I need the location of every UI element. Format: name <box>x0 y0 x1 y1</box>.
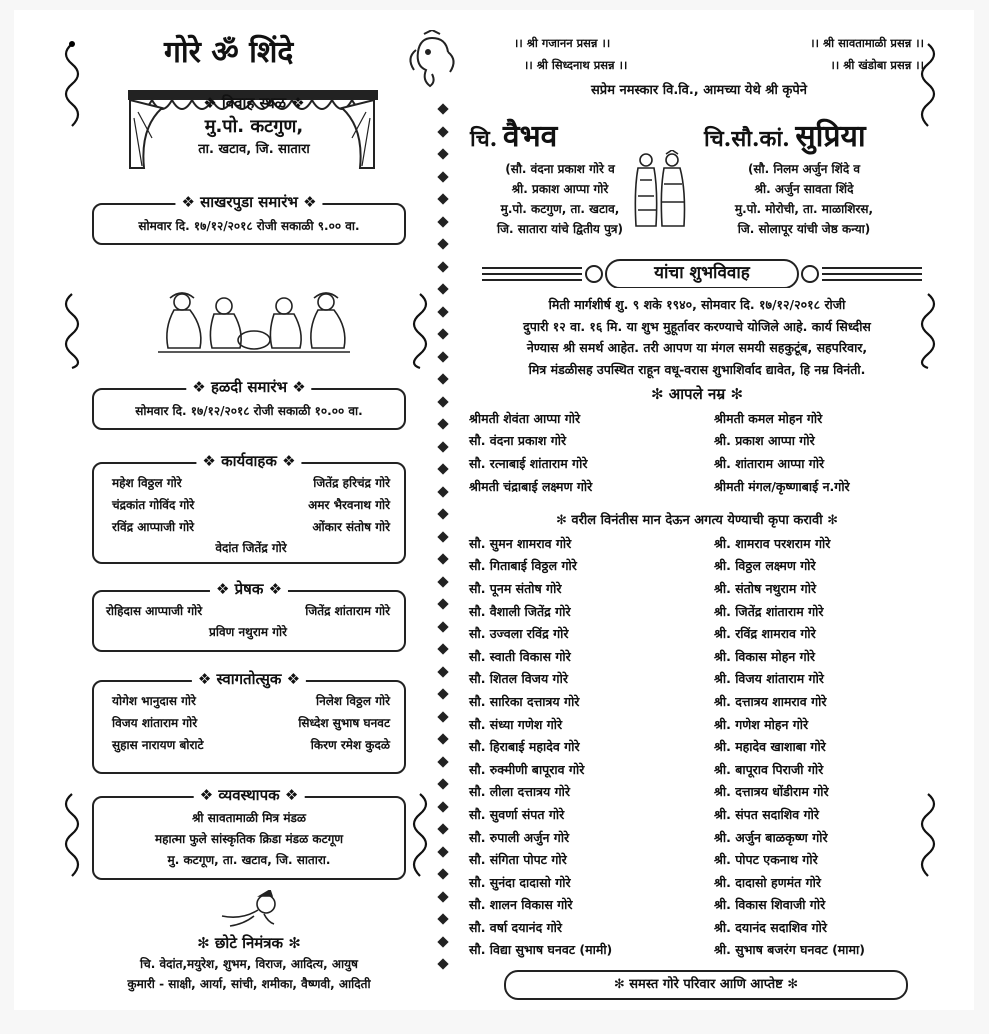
bride-prefix: चि.सौ.कां. <box>704 126 790 152</box>
karyavahak-row <box>112 516 390 538</box>
haldi-text: सोमवार दि. १७/१२/२०१८ रोजी सकाळी १०.०० वा. <box>135 404 363 418</box>
name-row <box>469 577 924 600</box>
para-line: दुपारी १२ वा. १६ मि. या शुभ मुहूर्तावर करण्याचे योजिले आहे. कार्य सिध्दीस <box>523 318 871 334</box>
diamond-icon <box>437 486 448 497</box>
diamond-icon <box>437 778 448 789</box>
chhote-title: ✻ छोटे निमंत्रक ✻ <box>197 934 301 952</box>
name-left: सौ. पूनम संतोष गोरे <box>469 580 562 596</box>
chhote-line2: कुमारी - साक्षी, आर्या, सांची, शमीका, वैष्णवी, आदिती <box>127 977 371 991</box>
name-right: श्री. विकास शिवाजी गोरे <box>714 897 826 913</box>
name-left: सौ. रुक्मीणी बापूराव गोरे <box>469 761 585 777</box>
diamond-icon <box>437 621 448 632</box>
venue-title: ❖ विवाह स्थळ ❖ <box>203 94 305 112</box>
name-right: श्री. दत्तात्रय धोंडीराम गोरे <box>714 784 829 800</box>
name-left: सौ. रत्नाबाई शांताराम गोरे <box>469 455 588 471</box>
name-right: श्री. दादासो हणमंत गोरे <box>714 874 821 890</box>
name-left: सौ. वंदना प्रकाश गोरे <box>469 433 567 449</box>
name-row <box>469 407 924 430</box>
baby-krishna-icon <box>214 890 284 928</box>
name-right: श्री. संतोष नथुराम गोरे <box>714 580 817 596</box>
name: सिध्देश सुभाष घनवट <box>298 716 390 730</box>
diamond-icon <box>437 643 448 654</box>
diamond-icon <box>437 193 448 204</box>
name-right: श्री. संपत सदाशिव गोरे <box>714 806 819 822</box>
diamond-icon <box>437 418 448 429</box>
chhote-line1: चि. वेदांत,मयुरेश, शुभम, विराज, आदित्य, आयुष <box>140 957 358 971</box>
groom-name: वैभव <box>502 119 558 154</box>
diamond-icon <box>437 238 448 249</box>
name-row <box>469 430 924 453</box>
swagat-row <box>112 734 390 756</box>
name-row <box>469 894 924 917</box>
groom-address: जि. सातारा यांचे द्वितीय पुत्र) <box>497 222 623 236</box>
blessing: ।। श्री सिध्दनाथ प्रसन्न ।। <box>524 58 628 72</box>
name-left: सौ. संध्या गणेश गोरे <box>469 716 563 732</box>
name-row <box>469 758 924 781</box>
name-row <box>469 532 924 555</box>
preshak-box <box>92 580 406 652</box>
scroll-ornament-icon <box>58 290 86 370</box>
name-row <box>469 803 924 826</box>
diamond-icon <box>437 351 448 362</box>
bride-address: जि. सोलापूर यांची जेष्ठ कन्या) <box>737 222 871 236</box>
scroll-ornament-icon <box>58 790 86 880</box>
scroll-ornament-icon <box>58 40 86 130</box>
swagat-row <box>112 712 390 734</box>
name-left: सौ. वैशाली जितेंद्र गोरे <box>469 603 571 619</box>
name-right: श्री. गणेश मोहन गोरे <box>714 716 809 732</box>
haldi-box <box>92 378 406 430</box>
footer-family: ✻ समस्त गोरे परिवार आणि आप्तेष्ट ✻ <box>504 970 908 1000</box>
diamond-icon <box>437 463 448 474</box>
name-left: श्रीमती शेवंता आप्पा गोरे <box>469 410 581 426</box>
karyavahak-row <box>112 494 390 516</box>
diamond-icon <box>437 553 448 564</box>
aaple-namra-heading: ✻ आपले नम्र ✻ <box>650 385 744 403</box>
diamond-icon <box>437 148 448 159</box>
diamond-icon <box>437 868 448 879</box>
name-left: सौ. वर्षा दयानंद गोरे <box>469 919 562 935</box>
diamond-icon <box>437 756 448 767</box>
haldi-title: ❖ हळदी समारंभ ❖ <box>186 377 311 397</box>
para-line: मिती मार्गशीर्ष शु. ९ शके १९४०, सोमवार दि. १७/१२/२०१८ रोजी <box>548 297 846 312</box>
name: विजय शांताराम गोरे <box>112 716 198 730</box>
diamond-icon <box>437 373 448 384</box>
name-left: सौ. गिताबाई विठ्ठल गोरे <box>469 558 577 574</box>
groom-prefix: चि. <box>470 126 498 152</box>
diamond-icon <box>437 733 448 744</box>
name-row <box>469 735 924 758</box>
name-row <box>469 475 924 498</box>
vyavasthapak-title: ❖ व्यवस्थापक ❖ <box>194 785 305 805</box>
name: सुहास नारायण बोराटे <box>112 738 204 752</box>
name: जितेंद्र शांताराम गोरे <box>305 604 390 618</box>
diamond-icon <box>437 958 448 969</box>
karyavahak-box <box>92 452 406 564</box>
diamond-icon <box>437 328 448 339</box>
bride-parent: (सौ. निलम अर्जुन शिंदे व <box>747 162 861 176</box>
name-row <box>469 781 924 804</box>
name-left: सौ. शालन विकास गोरे <box>469 897 573 913</box>
name-left: सौ. सुवर्णा संपत गोरे <box>469 806 565 822</box>
name-right: श्री. दत्तात्रय शामराव गोरे <box>714 693 827 709</box>
name: किरण रमेश कुदळे <box>310 738 390 752</box>
diamond-icon <box>437 103 448 114</box>
banner-title: यांचा शुभविवाह <box>654 263 750 283</box>
name-row <box>469 452 924 475</box>
diamond-icon <box>437 936 448 947</box>
diamond-divider <box>434 105 452 995</box>
diamond-icon <box>437 216 448 227</box>
name: चंद्रकांत गोविंद गोरे <box>112 498 195 512</box>
namra-list <box>469 407 924 497</box>
diamond-icon <box>437 801 448 812</box>
name-left: सौ. सारिका दत्तात्रय गोरे <box>469 693 580 709</box>
name-left: सौ. विद्या सुभाष घनवट (मामी) <box>469 942 613 958</box>
diamond-icon <box>437 846 448 857</box>
name-left: सौ. रुपाली अर्जुन गोरे <box>469 829 570 845</box>
diamond-icon <box>437 441 448 452</box>
name-right: श्री. विकास मोहन गोरे <box>714 648 816 664</box>
venue-line1: मु.पो. कटगुण, <box>204 116 304 137</box>
preshak-last: प्रविण नथुराम गोरे <box>209 625 287 639</box>
groom-parent: (सौ. वंदना प्रकाश गोरे व <box>505 162 615 176</box>
name-row <box>469 713 924 736</box>
diamond-icon <box>437 126 448 137</box>
name-right: श्री. शांताराम आप्पा गोरे <box>714 455 825 471</box>
name-right: श्री. शामराव परशराम गोरे <box>714 535 831 551</box>
ganesh-icon <box>402 30 462 92</box>
diamond-icon <box>437 576 448 587</box>
name: निलेश विठ्ठल गोरे <box>316 694 390 708</box>
name-right: श्री. सुभाष बजरंग घनवट (मामा) <box>714 942 865 958</box>
diamond-icon <box>437 598 448 609</box>
vyavasthapak-line2: महात्मा फुले सांस्कृतिक क्रिडा मंडळ कटगूण <box>154 832 344 846</box>
groom-parent: श्री. प्रकाश आप्पा गोरे <box>511 182 609 196</box>
name-row <box>469 848 924 871</box>
bride-parent: श्री. अर्जुन सावता शिंदे <box>754 182 854 196</box>
name-left: सौ. उज्वला रविंद्र गोरे <box>469 626 569 642</box>
name-row <box>469 600 924 623</box>
name-right: श्री. जितेंद्र शांताराम गोरे <box>714 603 824 619</box>
diamond-icon <box>437 688 448 699</box>
name-left: सौ. स्वाती विकास गोरे <box>469 648 571 664</box>
name-right: श्री. विजय शांताराम गोरे <box>714 671 824 687</box>
name-row <box>469 826 924 849</box>
swagat-title: ❖ स्वागतोत्सुक ❖ <box>192 669 306 689</box>
name-right: श्री. पोपट एकनाथ गोरे <box>714 852 818 868</box>
name-left: सौ. सुमन शामराव गोरे <box>469 535 572 551</box>
greeting: सप्रेम नमस्कार वि.वि., आमच्या येथे श्री कृपेने <box>591 83 807 98</box>
name-right: श्री. महादेव खाशाबा गोरे <box>714 739 826 755</box>
diamond-icon <box>437 913 448 924</box>
name: महेश विठ्ठल गोरे <box>112 476 182 490</box>
name-row <box>469 690 924 713</box>
name-row <box>469 939 924 962</box>
name-left: सौ. लीला दत्तात्रय गोरे <box>469 784 570 800</box>
name-row <box>469 622 924 645</box>
family-title: गोरे ॐ शिंदे <box>164 35 294 70</box>
venue-line2: ता. खटाव, जि. सातारा <box>198 142 310 157</box>
para-line: नेण्यास श्री समर्थ आहेत. तरी आपण या मंगल समयी सहकुटूंब, सहपरिवार, <box>526 340 868 355</box>
diamond-icon <box>437 508 448 519</box>
vyavasthapak-line3: मु. कटगूण, ता. खटाव, जि. सातारा. <box>167 853 331 867</box>
diamond-icon <box>437 306 448 317</box>
diamond-icon <box>437 891 448 902</box>
karyavahak-title: ❖ कार्यवाहक ❖ <box>196 451 301 471</box>
name-right: श्री. अर्जुन बाळकृष्ण गोरे <box>714 829 828 845</box>
karyavahak-row <box>112 472 390 494</box>
bride-address: मु.पो. मोरोची, ता. माळाशिरस, <box>734 202 874 216</box>
name-row <box>469 668 924 691</box>
name-left: सौ. शितल विजय गोरे <box>469 671 568 687</box>
name-right: श्री. विठ्ठल लक्ष्मण गोरे <box>714 558 816 574</box>
diamond-icon <box>437 666 448 677</box>
bride-name: सुप्रिया <box>795 119 866 154</box>
engagement-title: ❖ साखरपुडा समारंभ ❖ <box>175 192 322 212</box>
diamond-icon <box>437 171 448 182</box>
scroll-ornament-icon <box>406 290 434 370</box>
diamond-icon <box>437 823 448 834</box>
name: रविंद्र आप्पाजी गोरे <box>112 520 195 534</box>
name-right: श्री. बापूराव पिराजी गोरे <box>714 761 824 777</box>
request-line: ✻ वरील विनंतीस मान देऊन अगत्य येण्याची कृपा करावी ✻ <box>555 513 839 528</box>
diamond-icon <box>437 396 448 407</box>
name: जितेंद्र हरिचंद्र गोरे <box>313 476 390 490</box>
invitation-card <box>14 10 974 1010</box>
name: अमर भैरवनाथ गोरे <box>308 498 390 512</box>
name-right: श्री. दयानंद सदाशिव गोरे <box>714 919 827 935</box>
blessing: ।। श्री सावतामाळी प्रसन्न ।। <box>810 36 924 50</box>
couple-icon <box>626 150 692 230</box>
guest-list <box>469 532 924 961</box>
diamond-icon <box>437 531 448 542</box>
para-line: मित्र मंडळीसह उपस्थित राहून वधू-वरास शुभाशिर्वाद द्यावेत, हि नम्र विनंती. <box>528 361 866 377</box>
preshak-row <box>106 600 390 622</box>
name: रोहिदास आप्पाजी गोरे <box>106 604 203 618</box>
vyavasthapak-box <box>92 786 406 880</box>
name: योगेश भानुदास गोरे <box>112 694 196 708</box>
name-row <box>469 645 924 668</box>
diamond-icon <box>437 261 448 272</box>
name-left: सौ. हिराबाई महादेव गोरे <box>469 739 580 755</box>
musicians-icon <box>154 288 354 360</box>
karyavahak-last: वेदांत जितेंद्र गोरे <box>215 541 287 555</box>
blessing: ।। श्री खंडोबा प्रसन्न ।। <box>830 58 924 72</box>
groom-address: मु.पो. कटगुण, ता. खटाव, <box>500 202 620 216</box>
swagat-row <box>112 690 390 712</box>
name-left: श्रीमती चंद्राबाई लक्ष्मण गोरे <box>469 478 593 494</box>
engagement-box <box>92 193 406 245</box>
swagat-box <box>92 670 406 774</box>
name-left: सौ. सुनंदा दादासो गोरे <box>469 874 571 890</box>
name: ओंकार संतोष गोरे <box>312 520 390 534</box>
name-right: श्रीमती कमल मोहन गोरे <box>714 410 823 426</box>
name-right: श्री. रविंद्र शामराव गोरे <box>714 626 816 642</box>
diamond-icon <box>437 711 448 722</box>
preshak-title: ❖ प्रेषक ❖ <box>210 579 288 599</box>
name-left: सौ. संगिता पोपट गोरे <box>469 852 567 868</box>
name-row <box>469 871 924 894</box>
name-row <box>469 555 924 578</box>
vyavasthapak-line1: श्री सावतामाळी मित्र मंडळ <box>191 811 307 825</box>
diamond-icon <box>437 283 448 294</box>
scroll-ornament-icon <box>406 790 434 880</box>
name-row <box>469 916 924 939</box>
name-right: श्रीमती मंगल/कृष्णाबाई न.गोरे <box>714 478 850 494</box>
blessing: ।। श्री गजानन प्रसन्न ।। <box>514 36 611 50</box>
name-right: श्री. प्रकाश आप्पा गोरे <box>714 433 815 449</box>
engagement-text: सोमवार दि. १७/१२/२०१८ रोजी सकाळी ९.०० वा. <box>138 219 360 233</box>
